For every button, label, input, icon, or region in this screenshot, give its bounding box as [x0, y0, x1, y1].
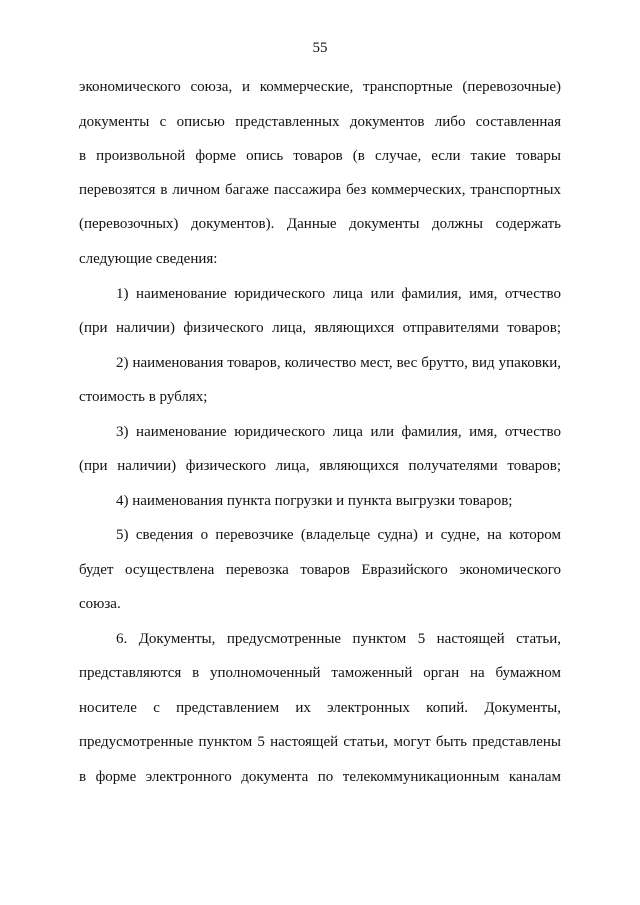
- text-line: союза.: [79, 596, 121, 612]
- text-line: предусмотренные пунктом 5 настоящей статьи, могут быть представлены: [79, 734, 561, 750]
- list-item-3: 3) наименование юридического лица или фамилия, имя, отчество: [116, 424, 561, 440]
- text-line: будет осуществлена перевозка товаров Евразийского экономического: [79, 562, 561, 578]
- text-line: в произвольной форме опись товаров (в случае, если такие товары: [79, 148, 561, 164]
- list-item-4: 4) наименования пункта погрузки и пункта выгрузки товаров;: [116, 493, 513, 509]
- text-line: представляются в уполномоченный таможенный орган на бумажном: [79, 665, 561, 681]
- text-line: экономического союза, и коммерческие, транспортные (перевозочные): [79, 79, 561, 95]
- text-line: перевозятся в личном багаже пассажира без коммерческих, транспортных: [79, 182, 561, 198]
- text-line: стоимость в рублях;: [79, 389, 208, 405]
- paragraph-6-start: 6. Документы, предусмотренные пунктом 5 настоящей статьи,: [116, 631, 561, 647]
- list-item-1: 1) наименование юридического лица или фамилия, имя, отчество: [116, 286, 561, 302]
- list-item-2: 2) наименования товаров, количество мест, вес брутто, вид упаковки,: [116, 355, 561, 371]
- text-line: в форме электронного документа по телекоммуникационным каналам: [79, 769, 561, 785]
- text-line: следующие сведения:: [79, 251, 218, 267]
- text-line: (при наличии) физического лица, являющихся получателями товаров;: [79, 458, 561, 474]
- text-line: документы с описью представленных документов либо составленная: [79, 114, 561, 130]
- list-item-5: 5) сведения о перевозчике (владельце судна) и судне, на котором: [116, 527, 561, 543]
- text-line: носителе с представлением их электронных копий. Документы,: [79, 700, 561, 716]
- page-number: 55: [312, 40, 328, 56]
- text-line: (перевозочных) документов). Данные документы должны содержать: [79, 216, 561, 232]
- text-line: (при наличии) физического лица, являющихся отправителями товаров;: [79, 320, 561, 336]
